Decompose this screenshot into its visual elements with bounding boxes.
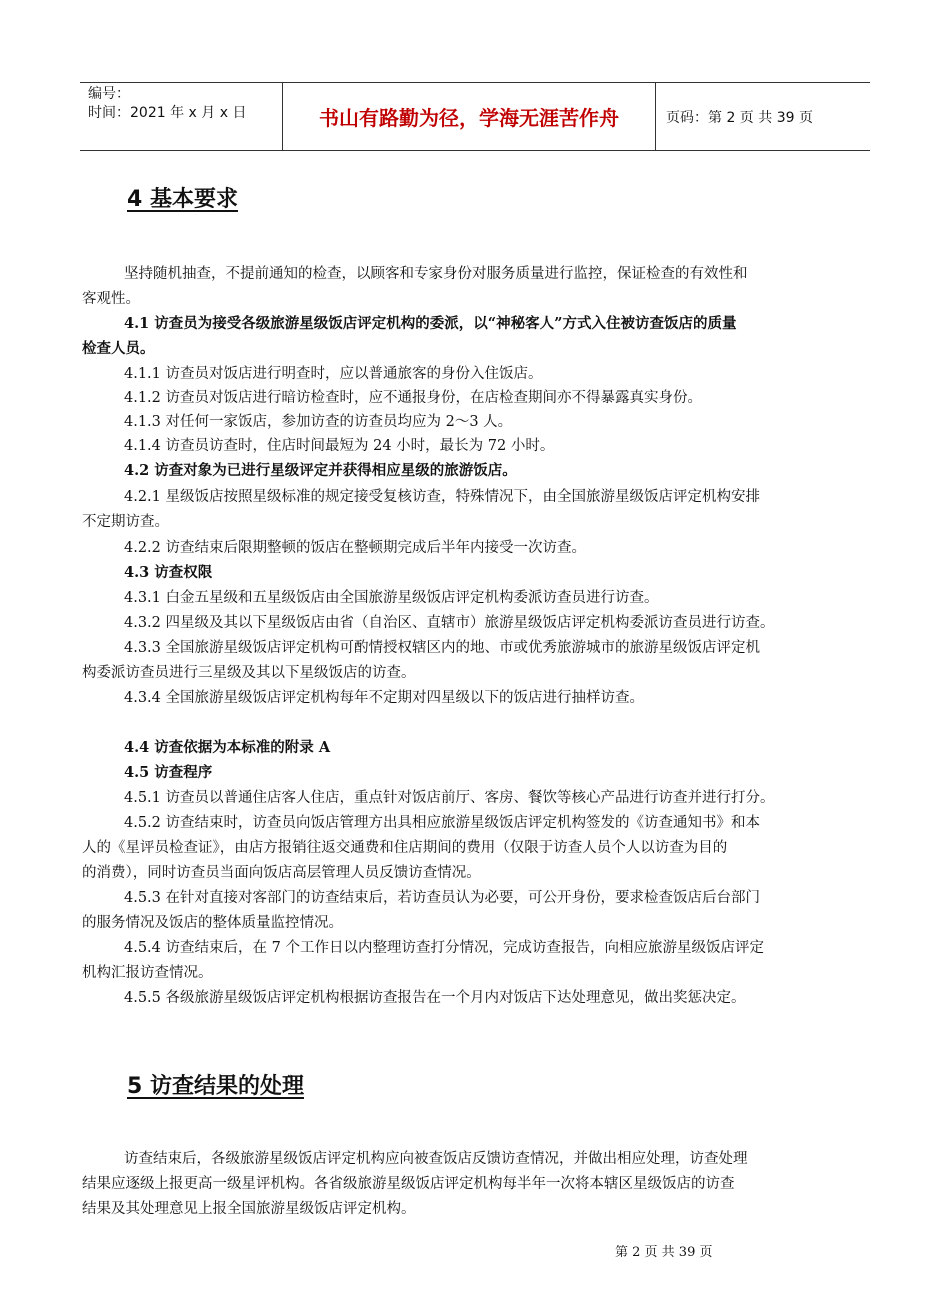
- s411: 4.1.1 访查员对饭店进行明查时，应以普通旅客的身份入住饭店。: [124, 366, 543, 382]
- page-footer: 第 2 页 共 39 页: [615, 1245, 713, 1260]
- header-time: 时间：2021 年 x 月 x 日: [88, 105, 247, 121]
- section-4-title: 4 基本要求: [127, 187, 238, 212]
- page-header: [80, 82, 870, 151]
- s5-para-line3: 结果及其处理意见上报全国旅游星级饭店评定机构。: [82, 1201, 416, 1217]
- s455: 4.5.5 各级旅游星级饭店评定机构根据访查报告在一个月内对饭店下达处理意见，做出奖惩决定。: [124, 990, 746, 1006]
- s434: 4.3.4 全国旅游星级饭店评定机构每年不定期对四星级以下的饭店进行抽样访查。: [124, 690, 645, 706]
- s4-intro-line1: 坚持随机抽查，不提前通知的检查，以顾客和专家身份对服务质量进行监控，保证检查的有效性和: [124, 266, 748, 282]
- header-motto: 书山有路勤为径，学海无涯苦作舟: [283, 83, 656, 150]
- s41-line2: 检查人员。: [82, 340, 155, 357]
- s5-para-line1: 访查结束后，各级旅游星级饭店评定机构应向被查饭店反馈访查情况，并做出相应处理，访查处理: [124, 1151, 748, 1167]
- s421-line2: 不定期访查。: [82, 514, 169, 530]
- s421-line1: 4.2.1 星级饭店按照星级标准的规定接受复核访查，特殊情况下，由全国旅游星级饭店评定机构安排: [124, 489, 760, 505]
- s41-line1: 4.1 访查员为接受各级旅游星级饭店评定机构的委派，以“神秘客人”方式入住被访查饭店的质量: [124, 315, 737, 332]
- s452-line1: 4.5.2 访查结束时，访查员向饭店管理方出具相应旅游星级饭店评定机构签发的《访查通知书》和本: [124, 815, 760, 831]
- s5-para-line2: 结果应逐级上报更高一级星评机构。各省级旅游星级饭店评定机构每半年一次将本辖区星级饭店的访查: [82, 1176, 735, 1192]
- header-number: 编号：: [88, 86, 130, 102]
- s412: 4.1.2 访查员对饭店进行暗访检查时，应不通报身份，在店检查期间亦不得暴露真实身份。: [124, 390, 702, 406]
- s432: 4.3.2 四星级及其以下星级饭店由省（自治区、直辖市）旅游星级饭店评定机构委派访查员进行访查。: [124, 615, 775, 631]
- s414: 4.1.4 访查员访查时，住店时间最短为 24 小时，最长为 72 小时。: [124, 438, 555, 454]
- s452-line2: 人的《星评员检查证》，由店方报销往返交通费和住店期间的费用（仅限于访查人员个人以访查为目的: [82, 840, 728, 856]
- s453-line1: 4.5.3 在针对直接对客部门的访查结束后，若访查员认为必要，可公开身份，要求检查饭店后台部门: [124, 890, 760, 906]
- s433-line1: 4.3.3 全国旅游星级饭店评定机构可酌情授权辖区内的地、市或优秀旅游城市的旅游星级饭店评定机: [124, 640, 760, 656]
- s452-line3: 的消费），同时访查员当面向饭店高层管理人员反馈访查情况。: [82, 865, 481, 881]
- s43: 4.3 访查权限: [124, 564, 213, 581]
- s454-line2: 机构汇报访查情况。: [82, 965, 213, 981]
- s451: 4.5.1 访查员以普通住店客人住店，重点针对饭店前厅、客房、餐饮等核心产品进行访查并进行打分。: [124, 790, 775, 806]
- s413: 4.1.3 对任何一家饭店，参加访查的访查员均应为 2～3 人。: [124, 414, 513, 430]
- s422: 4.2.2 访查结束后限期整顿的饭店在整顿期完成后半年内接受一次访查。: [124, 540, 587, 556]
- s4-intro-line2: 客观性。: [82, 291, 140, 307]
- section-5-title: 5 访查结果的处理: [127, 1074, 304, 1099]
- s454-line1: 4.5.4 访查结束后，在 7 个工作日以内整理访查打分情况，完成访查报告，向相应旅游星级饭店评定: [124, 940, 764, 956]
- s44: 4.4 访查依据为本标准的附录 A: [124, 739, 331, 756]
- s42: 4.2 访查对象为已进行星级评定并获得相应星级的旅游饭店。: [124, 462, 517, 479]
- s453-line2: 的服务情况及饭店的整体质量监控情况。: [82, 915, 343, 931]
- header-meta: [80, 83, 283, 150]
- header-page-info: 页码：第 2 页 共 39 页: [666, 109, 813, 126]
- s45: 4.5 访查程序: [124, 764, 213, 781]
- s431: 4.3.1 白金五星级和五星级饭店由全国旅游星级饭店评定机构委派访查员进行访查。: [124, 590, 659, 606]
- s433-line2: 构委派访查员进行三星级及其以下星级饭店的访查。: [82, 665, 416, 681]
